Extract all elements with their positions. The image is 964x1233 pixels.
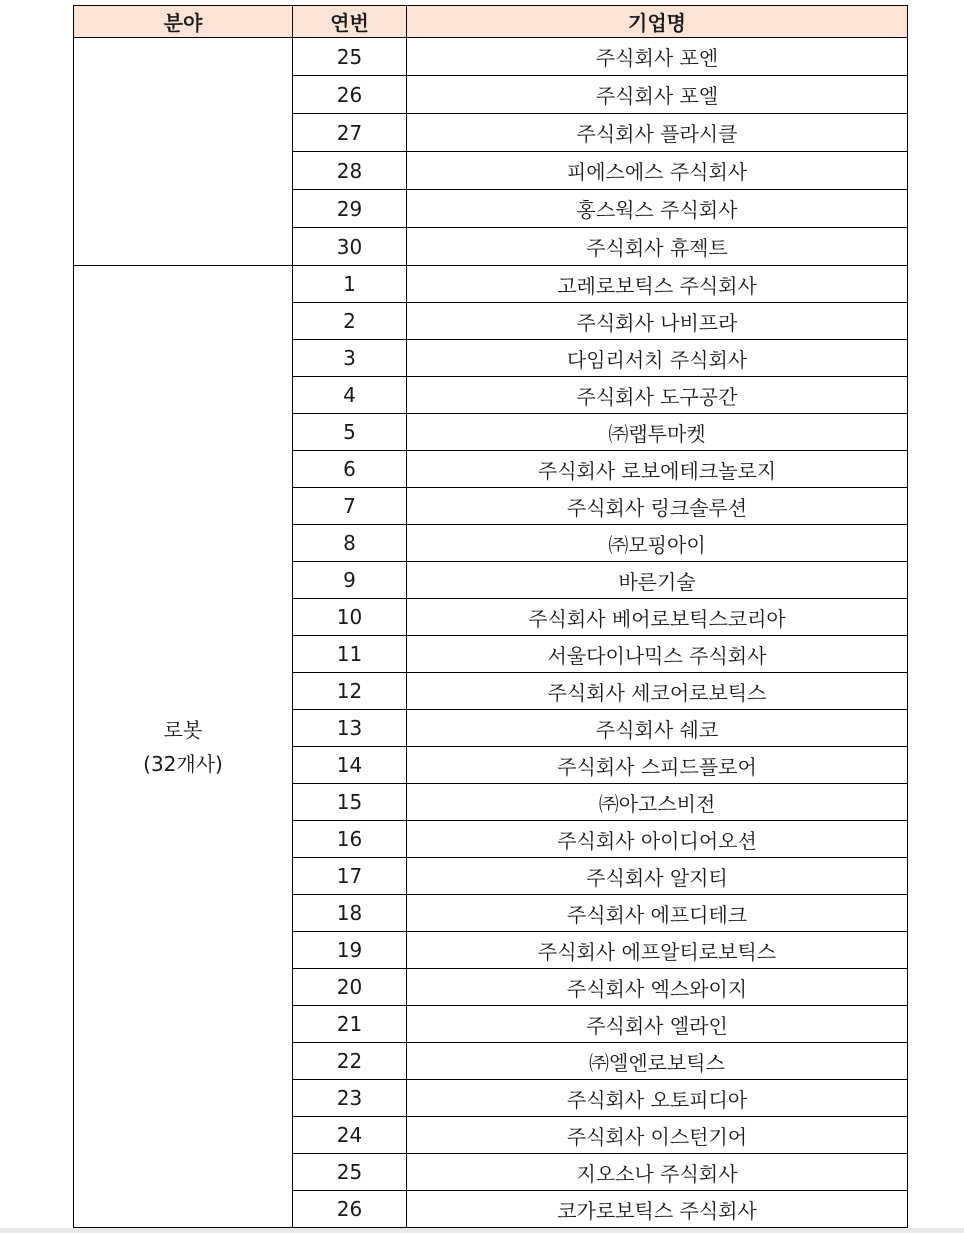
company-name: 주식회사 도구공간 bbox=[407, 377, 908, 414]
row-number: 18 bbox=[293, 895, 407, 932]
row-number: 15 bbox=[293, 784, 407, 821]
company-name: 주식회사 휴젝트 bbox=[407, 228, 908, 266]
row-number: 27 bbox=[293, 114, 407, 152]
company-name: 주식회사 로보에테크놀로지 bbox=[407, 451, 908, 488]
row-number: 11 bbox=[293, 636, 407, 673]
company-name: 주식회사 스피드플로어 bbox=[407, 747, 908, 784]
page-bottom-strip bbox=[0, 1228, 964, 1233]
row-number: 26 bbox=[293, 1191, 407, 1228]
company-name: 고레로보틱스 주식회사 bbox=[407, 266, 908, 303]
row-number: 26 bbox=[293, 76, 407, 114]
row-number: 17 bbox=[293, 858, 407, 895]
header-number: 연번 bbox=[293, 6, 407, 38]
company-name: 피에스에스 주식회사 bbox=[407, 152, 908, 190]
company-name: 주식회사 나비프라 bbox=[407, 303, 908, 340]
header-row bbox=[74, 6, 908, 38]
company-name: ㈜엘엔로보틱스 bbox=[407, 1043, 908, 1080]
row-number: 2 bbox=[293, 303, 407, 340]
category-count: (32개사) bbox=[143, 751, 223, 776]
company-name: 주식회사 포엔 bbox=[407, 38, 908, 76]
row-number: 7 bbox=[293, 488, 407, 525]
row-number: 8 bbox=[293, 525, 407, 562]
row-number: 6 bbox=[293, 451, 407, 488]
row-number: 29 bbox=[293, 190, 407, 228]
company-name: 주식회사 세코어로보틱스 bbox=[407, 673, 908, 710]
row-number: 19 bbox=[293, 932, 407, 969]
company-name: 주식회사 플라시클 bbox=[407, 114, 908, 152]
row-number: 28 bbox=[293, 152, 407, 190]
company-name: ㈜아고스비전 bbox=[407, 784, 908, 821]
company-name: 주식회사 베어로보틱스코리아 bbox=[407, 599, 908, 636]
company-name: 지오소나 주식회사 bbox=[407, 1154, 908, 1191]
category-cell-blank bbox=[74, 38, 293, 266]
row-number: 5 bbox=[293, 414, 407, 451]
row-number: 21 bbox=[293, 1006, 407, 1043]
row-number: 23 bbox=[293, 1080, 407, 1117]
row-number: 20 bbox=[293, 969, 407, 1006]
company-name: 주식회사 에프알티로보틱스 bbox=[407, 932, 908, 969]
company-name: 주식회사 이스턴기어 bbox=[407, 1117, 908, 1154]
header-field: 분야 bbox=[74, 6, 293, 38]
table-row bbox=[74, 266, 908, 303]
row-number: 16 bbox=[293, 821, 407, 858]
company-name: 홍스웍스 주식회사 bbox=[407, 190, 908, 228]
row-number: 25 bbox=[293, 38, 407, 76]
company-name: 주식회사 쉐코 bbox=[407, 710, 908, 747]
row-number: 3 bbox=[293, 340, 407, 377]
company-name: 서울다이나믹스 주식회사 bbox=[407, 636, 908, 673]
row-number: 12 bbox=[293, 673, 407, 710]
company-name: 주식회사 알지티 bbox=[407, 858, 908, 895]
row-number: 22 bbox=[293, 1043, 407, 1080]
category-cell bbox=[74, 266, 293, 1228]
company-name: 주식회사 엑스와이지 bbox=[407, 969, 908, 1006]
company-name: 주식회사 아이디어오션 bbox=[407, 821, 908, 858]
row-number: 4 bbox=[293, 377, 407, 414]
row-number: 30 bbox=[293, 228, 407, 266]
row-number: 13 bbox=[293, 710, 407, 747]
company-name: 주식회사 포엘 bbox=[407, 76, 908, 114]
company-name: 바른기술 bbox=[407, 562, 908, 599]
header-company: 기업명 bbox=[407, 6, 908, 38]
company-name: ㈜랩투마켓 bbox=[407, 414, 908, 451]
company-name: ㈜모핑아이 bbox=[407, 525, 908, 562]
company-name: 주식회사 에프디테크 bbox=[407, 895, 908, 932]
row-number: 25 bbox=[293, 1154, 407, 1191]
company-name: 주식회사 링크솔루션 bbox=[407, 488, 908, 525]
company-name: 코가로보틱스 주식회사 bbox=[407, 1191, 908, 1228]
row-number: 14 bbox=[293, 747, 407, 784]
company-table bbox=[73, 5, 908, 1228]
row-number: 24 bbox=[293, 1117, 407, 1154]
company-name: 다임리서치 주식회사 bbox=[407, 340, 908, 377]
row-number: 10 bbox=[293, 599, 407, 636]
row-number: 1 bbox=[293, 266, 407, 303]
company-name: 주식회사 엘라인 bbox=[407, 1006, 908, 1043]
company-name: 주식회사 오토피디아 bbox=[407, 1080, 908, 1117]
category-name: 로봇 bbox=[163, 717, 203, 742]
row-number: 9 bbox=[293, 562, 407, 599]
table-row bbox=[74, 38, 908, 76]
